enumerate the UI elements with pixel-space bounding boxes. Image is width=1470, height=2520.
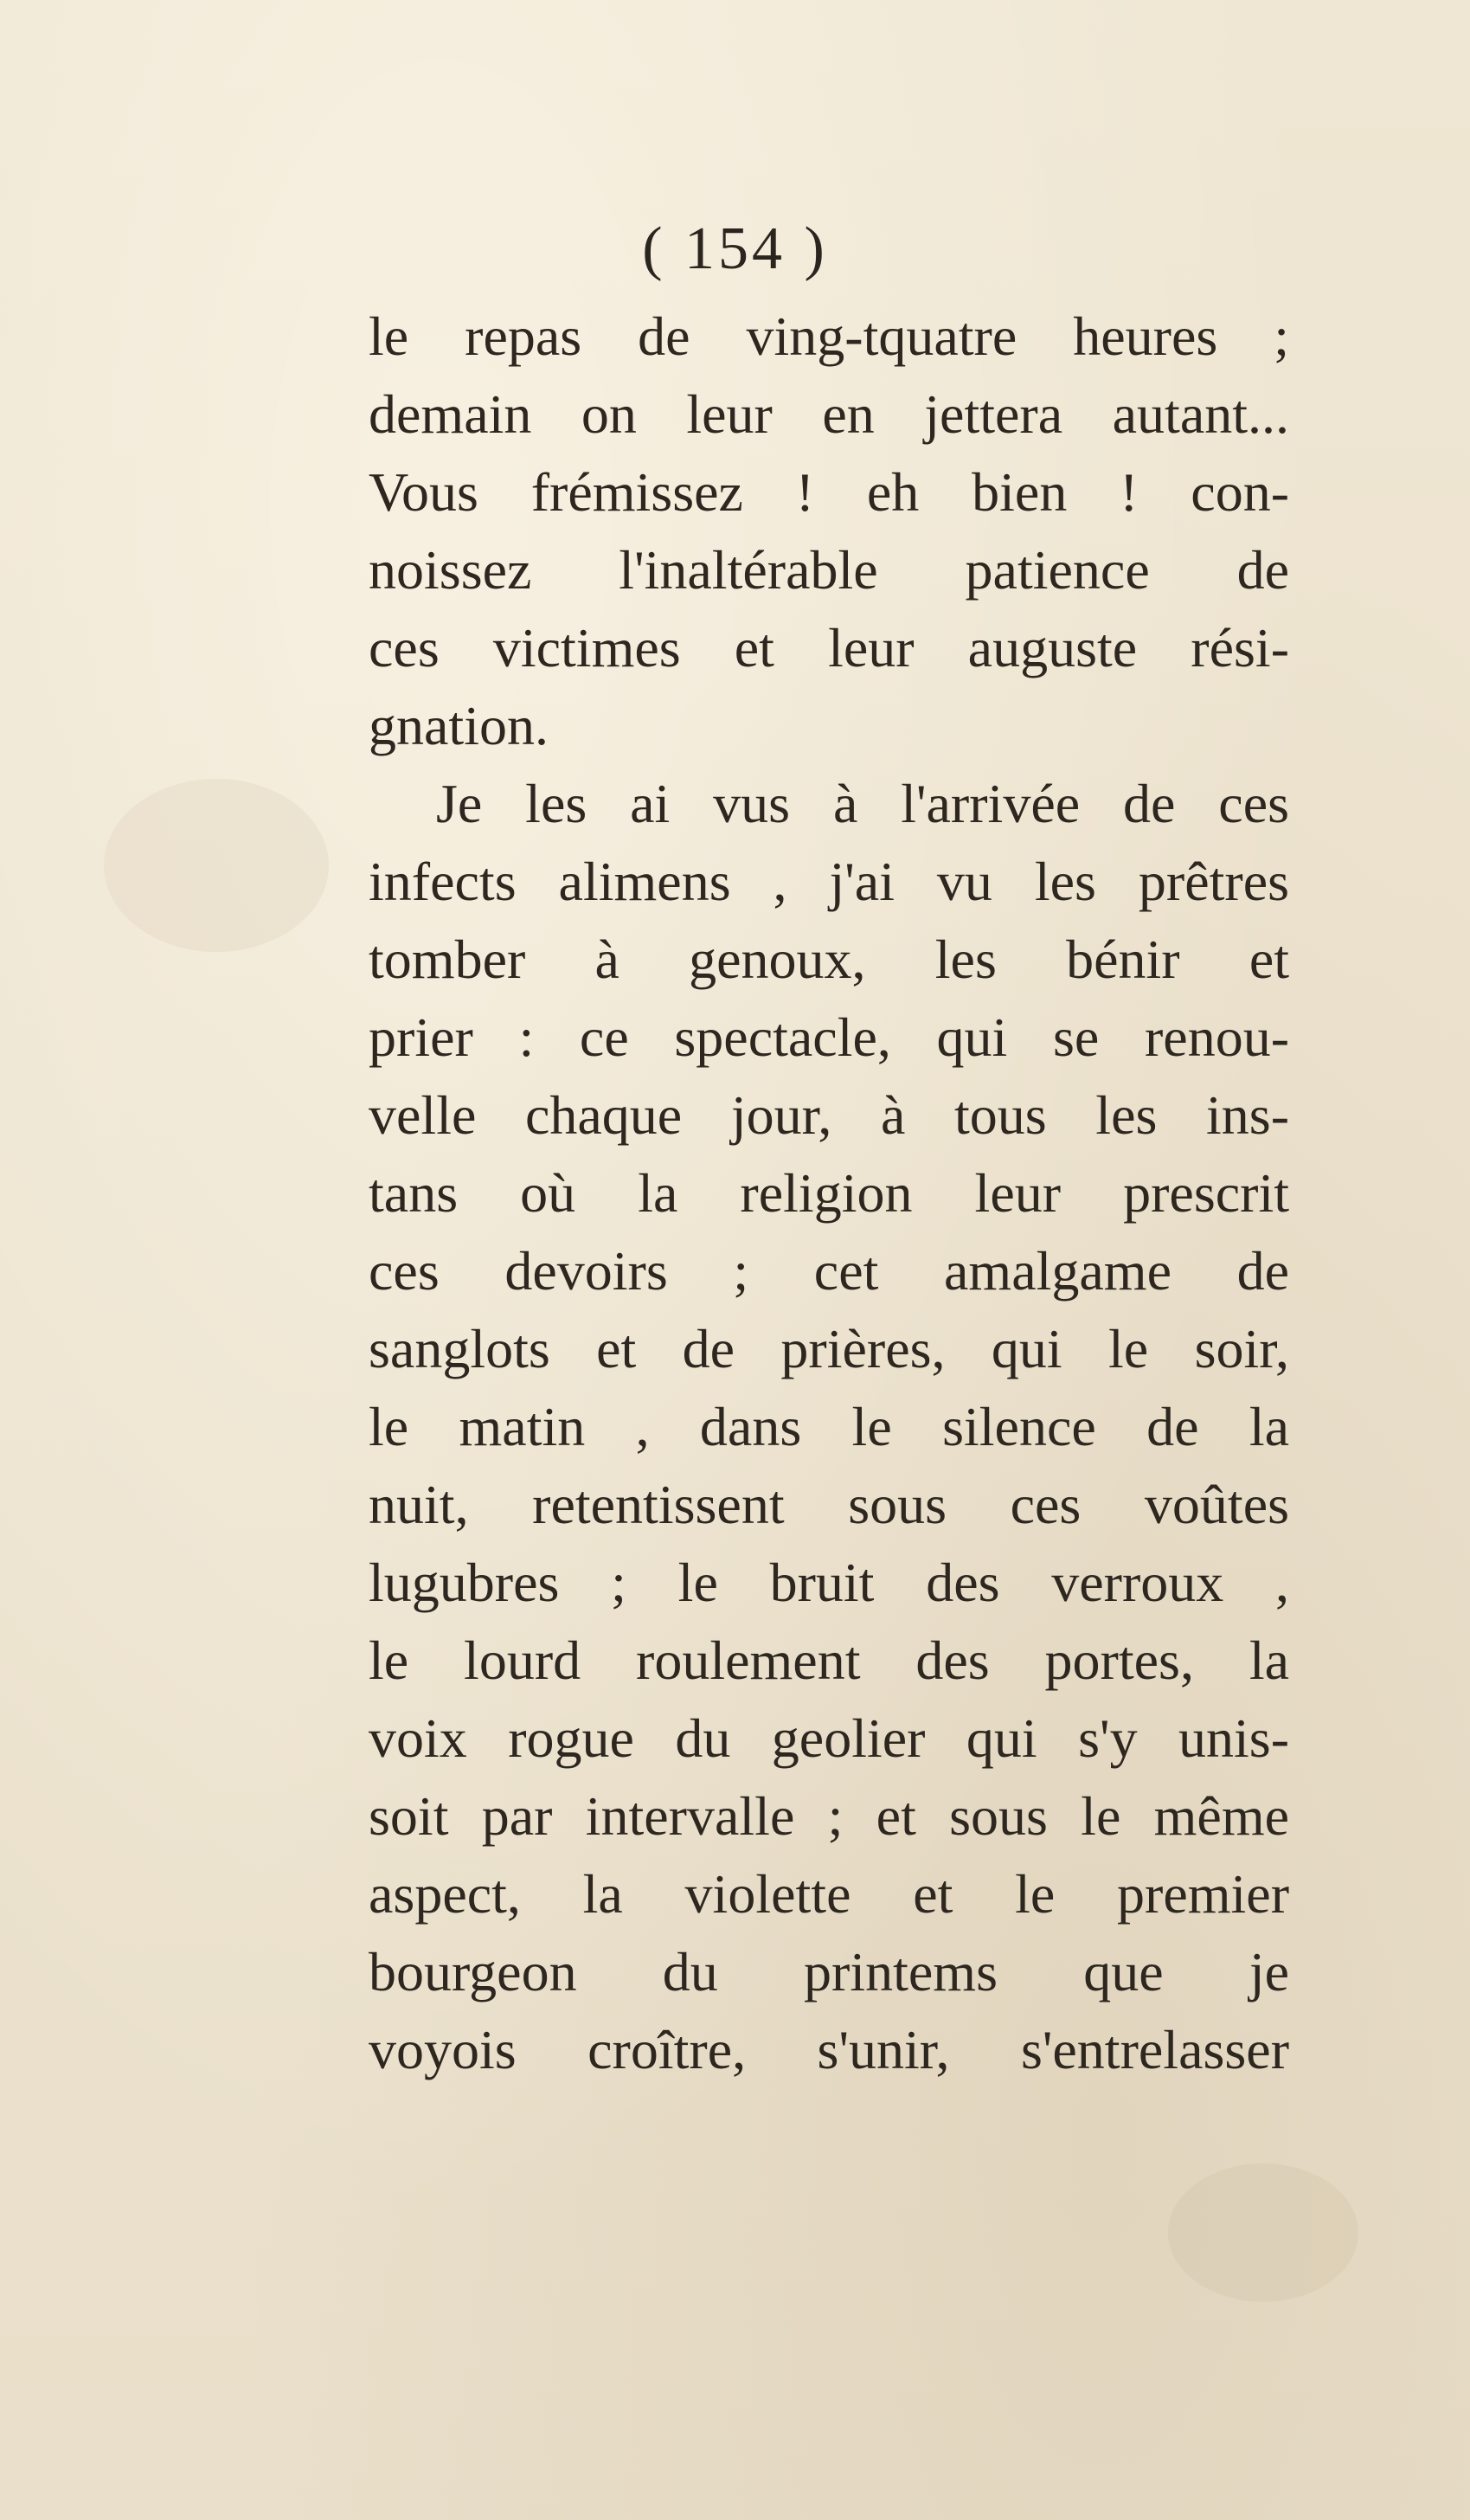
text-line: lugubres ; le bruit des verroux , [369,1552,1289,1613]
text-line: le lourd roulement des portes, la [369,1630,1289,1691]
page-number: ( 154 ) [642,215,828,282]
text-line: velle chaque jour, à tous les ins- [369,1084,1289,1146]
text-line: gnation. [369,695,549,756]
text-line: nuit, retentissent sous ces voûtes [369,1474,1289,1535]
text-line: voyois croître, s'unir, s'entrelasser [369,2019,1289,2080]
paper-stain [104,779,329,952]
body-text [369,298,1289,2089]
text-line: Vous frémissez ! eh bien ! con- [369,461,1289,523]
text-line: infects alimens , j'ai vu les prêtres [369,851,1289,912]
text-line: noissez l'inaltérable patience de [369,539,1289,601]
text-line: ces devoirs ; cet amalgame de [369,1240,1289,1302]
text-line: voix rogue du geolier qui s'y unis- [369,1707,1289,1769]
text-line: ces victimes et leur auguste rési- [369,617,1289,678]
text-line: sanglots et de prières, qui le soir, [369,1318,1289,1379]
text-line: tomber à genoux, les bénir et [369,929,1289,990]
text-line: soit par intervalle ; et sous le même [369,1785,1289,1847]
paragraph-first-line: Je les ai vus à l'arrivée de ces [436,773,1289,834]
text-line: le matin , dans le silence de la [369,1396,1289,1457]
text-line: tans où la religion leur prescrit [369,1162,1289,1224]
text-line: aspect, la violette et le premier [369,1863,1289,1925]
text-line: le repas de ving-tquatre heures ; [369,305,1289,367]
text-line: prier : ce spectacle, qui se renou- [369,1006,1289,1068]
text-line: demain on leur en jettera autant... [369,383,1289,445]
text-line: bourgeon du printems que je [369,1941,1289,2002]
paper-stain [1168,2163,1358,2302]
